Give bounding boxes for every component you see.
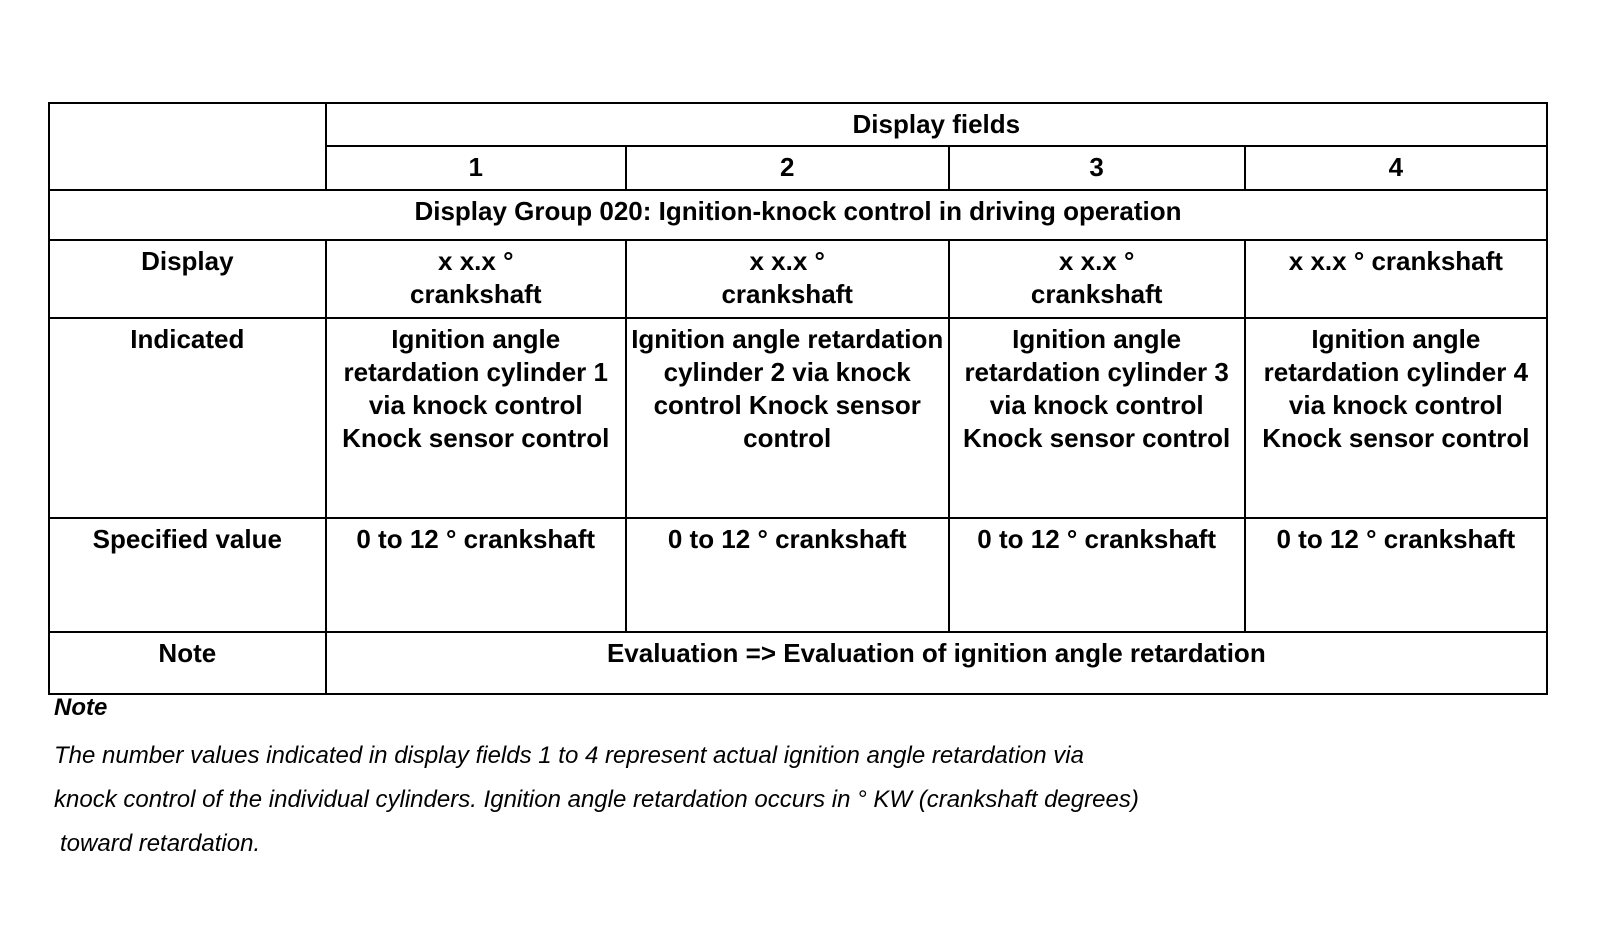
- note-line-2: knock control of the individual cylinders. Ignition angle retardation occurs in ° KW (crankshaft degrees): [54, 786, 1139, 813]
- specified-value-2: 0 to 12 ° crankshaft: [626, 518, 949, 632]
- group-title: Display Group 020: Ignition-knock control in driving operation: [49, 190, 1547, 240]
- indicated-row: [49, 318, 1547, 518]
- note-row: [49, 632, 1547, 694]
- display-value-2: x x.x ° crankshaft: [626, 240, 949, 318]
- header-row: [49, 103, 1547, 146]
- field-number-3: 3: [949, 146, 1245, 190]
- note-value: Evaluation => Evaluation of ignition angle retardation: [326, 632, 1547, 694]
- indicated-label: Indicated: [49, 318, 326, 518]
- display-fields-header: Display fields: [326, 103, 1547, 146]
- display-row: [49, 240, 1547, 318]
- note-title: Note: [54, 694, 108, 721]
- specified-label: Specified value: [49, 518, 326, 632]
- display-value-3: x x.x ° crankshaft: [949, 240, 1245, 318]
- indicated-value-2: Ignition angle retardation cylinder 2 via knock control Knock sensor control: [626, 318, 949, 518]
- indicated-value-4: Ignition angle retardation cylinder 4 via knock control Knock sensor control: [1245, 318, 1547, 518]
- indicated-value-3: Ignition angle retardation cylinder 3 via knock control Knock sensor control: [949, 318, 1245, 518]
- note-label: Note: [49, 632, 326, 694]
- display-group-table: [48, 102, 1548, 695]
- empty-corner-cell: [49, 103, 326, 190]
- note-line-3: toward retardation.: [60, 830, 261, 857]
- specified-value-4: 0 to 12 ° crankshaft: [1245, 518, 1547, 632]
- display-value-4: x x.x ° crankshaft: [1245, 240, 1547, 318]
- field-number-1: 1: [326, 146, 626, 190]
- indicated-value-1: Ignition angle retardation cylinder 1 via knock control Knock sensor control: [326, 318, 626, 518]
- note-line-1: The number values indicated in display fields 1 to 4 represent actual ignition angle retardation via: [54, 742, 1084, 769]
- field-number-2: 2: [626, 146, 949, 190]
- note-section: [54, 694, 1139, 866]
- specified-value-1: 0 to 12 ° crankshaft: [326, 518, 626, 632]
- group-title-row: [49, 190, 1547, 240]
- specified-value-row: [49, 518, 1547, 632]
- specified-value-3: 0 to 12 ° crankshaft: [949, 518, 1245, 632]
- display-label: Display: [49, 240, 326, 318]
- field-number-4: 4: [1245, 146, 1547, 190]
- display-value-1: x x.x ° crankshaft: [326, 240, 626, 318]
